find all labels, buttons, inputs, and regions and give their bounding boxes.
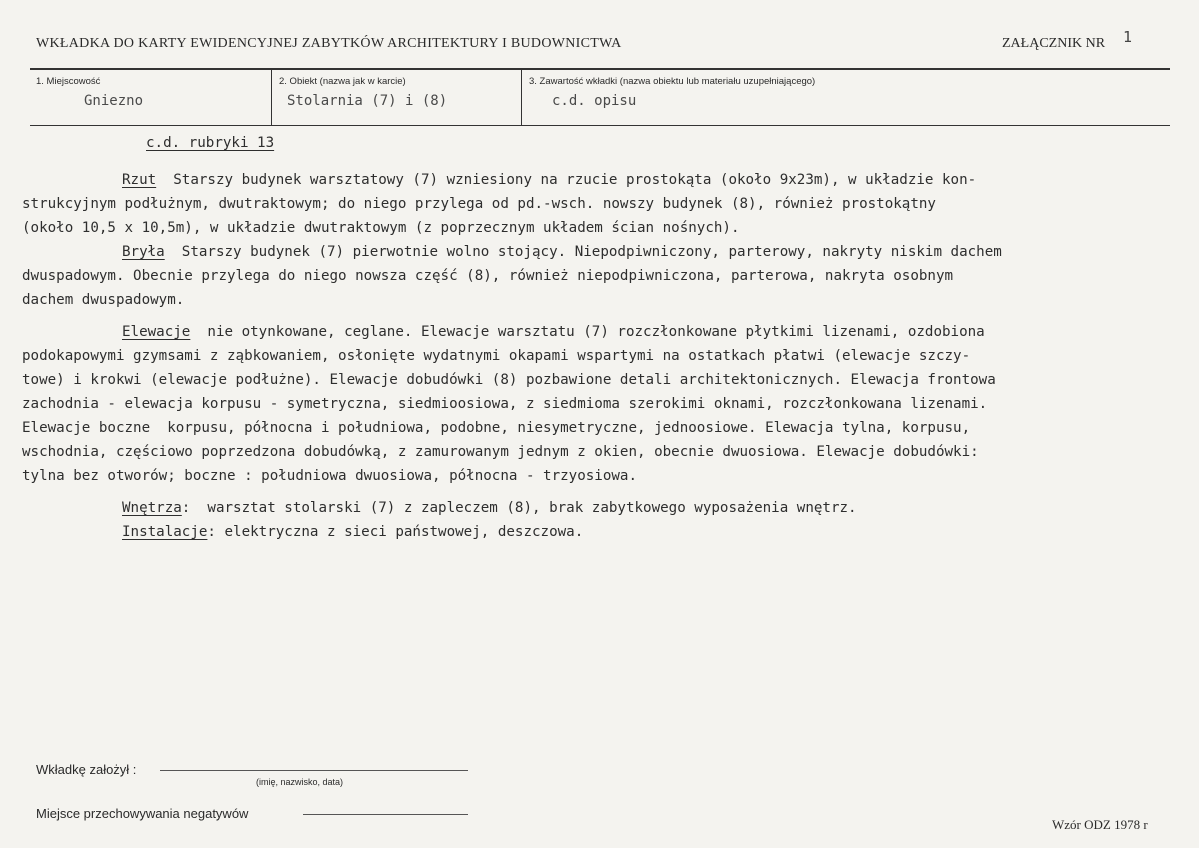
continuation-heading: c.d. rubryki 13: [146, 135, 275, 151]
field-value-locality: Gniezno: [84, 93, 144, 109]
line-text: dachem dwuspadowym.: [22, 292, 185, 308]
field-value-object: Stolarnia (7) i (8): [287, 93, 448, 109]
created-by-label: Wkładkę założył :: [36, 762, 137, 777]
field-divider-1: [271, 68, 272, 126]
created-by-hint: (imię, nazwisko, data): [256, 777, 344, 787]
section-title: Bryła: [122, 244, 165, 260]
form-title: WKŁADKA DO KARTY EWIDENCYJNEJ ZABYTKÓW ARCHITEKTURY I BUDOWNICTWA: [36, 36, 622, 51]
line-text: (około 10,5 x 10,5m), w układzie dwutraktowym (z poprzecznym układem ścian nośnych).: [22, 220, 740, 236]
header-rule-top: [30, 68, 1170, 70]
field-label-contents: 3. Zawartość wkładki (nazwa obiektu lub materiału uzupełniającego): [529, 76, 816, 87]
section-title: Wnętrza: [122, 500, 182, 516]
text-line: [122, 244, 1002, 260]
text-line: [22, 372, 996, 388]
text-line: [22, 348, 970, 364]
line-text: podokapowymi gzymsami z ząbkowaniem, osłonięte wydatnymi okapami wspartymi na ostatkach płatwi (elewacje szczy-: [22, 348, 971, 364]
text-line: [122, 172, 976, 188]
form-code: Wzór ODZ 1978 r: [1052, 817, 1148, 832]
section-title: Elewacje: [122, 324, 191, 340]
text-line: [122, 500, 857, 516]
text-line: [22, 196, 936, 212]
line-text: nie otynkowane, ceglane. Elewacje warsztatu (7) rozczłonkowane płytkimi lizenami, ozdobiona: [190, 324, 985, 340]
section-title: Instalacje: [122, 524, 208, 540]
text-line: [22, 268, 953, 284]
field-label-locality: 1. Miejscowość: [36, 76, 101, 87]
text-line: [22, 444, 979, 460]
line-text: Starszy budynek warsztatowy (7) wzniesiony na rzucie prostokąta (około 9x23m), w układzie kon-: [156, 172, 977, 188]
attachment-number: 1: [1123, 28, 1133, 46]
line-text: strukcyjnym podłużnym, dwutraktowym; do niego przylega od pd.-wsch. nowszy budynek (8), również prostokątny: [22, 196, 936, 212]
line-text: zachodnia - elewacja korpusu - symetryczna, siedmioosiowa, z siedmioma szerokimi oknami, rozczłonkowana lizenami.: [22, 396, 988, 412]
field-divider-2: [521, 68, 522, 126]
header-rule-bottom: [30, 125, 1170, 126]
line-text: wschodnia, częściowo poprzedzona dobudówką, z zamurowanym jednym z okien, obecnie dwuosiowa. Elewacje dobudówki:: [22, 444, 979, 460]
field-value-contents: c.d. opisu: [552, 93, 637, 109]
text-line: [22, 220, 740, 236]
negatives-storage-label: Miejsce przechowywania negatywów: [36, 806, 249, 821]
text-line: [22, 420, 970, 436]
line-text: dwuspadowym. Obecnie przylega do niego nowsza część (8), również niepodpiwniczona, parterowa, nakryta osobnym: [22, 268, 954, 284]
attachment-label: ZAŁĄCZNIK NR: [1002, 36, 1106, 51]
line-text: tylna bez otworów; boczne : południowa dwuosiowa, północna - trzyosiowa.: [22, 468, 637, 484]
created-by-line: [160, 770, 468, 771]
section-title: Rzut: [122, 172, 157, 188]
line-text: : elektryczna z sieci państwowej, deszczowa.: [207, 524, 584, 540]
text-line: [22, 468, 637, 484]
line-text: Elewacje boczne korpusu, północna i południowa, podobne, niesymetryczne, jednoosiowe. Elewacja tylna, korpusu,: [22, 420, 971, 436]
text-line: [22, 396, 987, 412]
text-line: [122, 324, 985, 340]
line-text: towe) i krokwi (elewacje podłużne). Elewacje dobudówki (8) pozbawione detali architektonicznych. Elewacja frontowa: [22, 372, 996, 388]
line-text: : warsztat stolarski (7) z zapleczem (8), brak zabytkowego wyposażenia wnętrz.: [181, 500, 857, 516]
line-text: Starszy budynek (7) pierwotnie wolno stojący. Niepodpiwniczony, parterowy, nakryty niskim dachem: [164, 244, 1002, 260]
field-label-object: 2. Obiekt (nazwa jak w karcie): [279, 76, 406, 87]
text-line: [122, 524, 583, 540]
text-line: [22, 292, 184, 308]
negatives-storage-line: [303, 814, 468, 815]
